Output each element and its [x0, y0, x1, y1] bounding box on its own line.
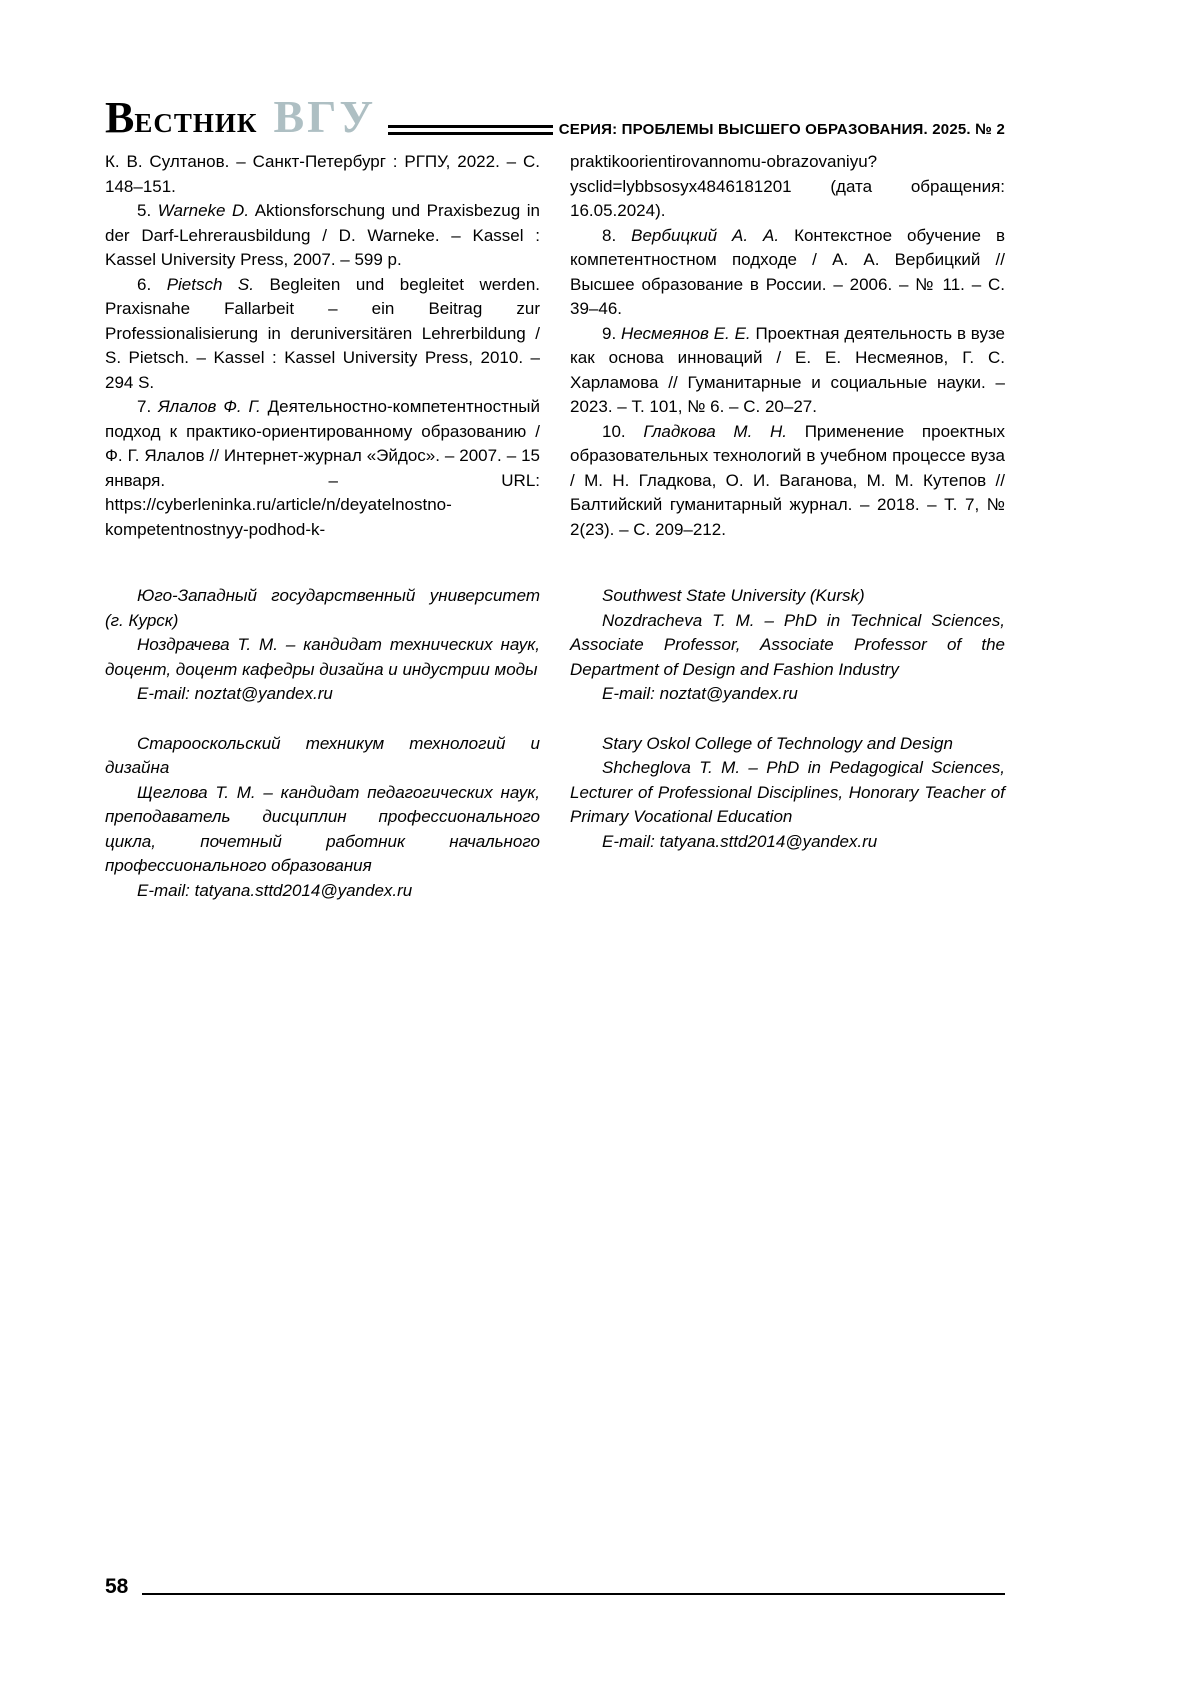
- affiliation-group-ru-2: [105, 732, 540, 904]
- affiliation-institution: Юго-Западный государственный университет (г. Курск): [105, 586, 540, 630]
- affiliations-english: [570, 584, 1005, 854]
- reference-item-5: [105, 199, 540, 273]
- logo-vgu: ВГУ: [273, 91, 377, 142]
- affiliations-russian: [105, 584, 540, 903]
- reference-number: 7.: [137, 397, 159, 416]
- reference-item-6: [105, 273, 540, 396]
- reference-number: 8.: [602, 225, 632, 245]
- reference-item-8: [570, 224, 1005, 322]
- reference-number: 5.: [137, 201, 158, 220]
- affiliation-group-ru-1: [105, 584, 540, 707]
- affiliation-author: Nozdracheva T. M. – PhD in Technical Sciences, Associate Professor, Associate Professor of the Department of Design and Fashion Industry: [570, 610, 1005, 679]
- logo-vestnik-initial: В: [105, 93, 135, 142]
- logo-vestnik-rest: ЕСТНИК: [134, 108, 258, 138]
- reference-text: praktikoorientirovannomu-obrazovaniyu?ysclid=lybbsosyx4846181201 (дата обращения: 16.05.2024).: [570, 152, 1005, 220]
- reference-number: 9.: [602, 323, 621, 343]
- affiliation-author: Щеглова Т. М. – кандидат педагогических наук, преподаватель дисциплин профессионального цикла, почетный работник начального профессионального образования: [105, 782, 540, 875]
- page-footer: [105, 1576, 1005, 1597]
- reference-item-9: [570, 322, 1005, 420]
- reference-text: К. В. Султанов. – Санкт-Петербург : РГПУ, 2022. – С. 148–151.: [105, 152, 540, 196]
- reference-author: Вербицкий А. А.: [631, 225, 780, 245]
- reference-text: Контекстное обучение в компетентностном подходе / А. А. Вербицкий // Высшее образование в России. – 2006. – № 11. – С. 39–46.: [570, 225, 1005, 318]
- reference-text: Деятельностно-компетентностный подход к практико-ориентированному образованию / Ф. Г. Ялалов // Интернет-журнал «Эйдос». – 2007. – 15 января. – URL: https://cyberleninka.ru/article/n/deyatelnostno-kompetentnostnyy-podhod-k-: [105, 397, 540, 539]
- page-number: 58: [105, 1575, 129, 1598]
- body-columns: [105, 150, 1005, 903]
- reference-author: Ялалов Ф. Г.: [158, 397, 261, 416]
- affiliation-email: E-mail: noztat@yandex.ru: [602, 684, 798, 703]
- reference-number: 6.: [137, 274, 167, 294]
- affiliation-institution: Stary Oskol College of Technology and Design: [602, 733, 953, 753]
- affiliation-author: Shcheglova T. M. – PhD in Pedagogical Sciences, Lecturer of Professional Disciplines, Honorary Teacher of Primary Vocational Education: [570, 758, 1005, 826]
- affiliation-email: E-mail: tatyana.sttd2014@yandex.ru: [137, 880, 413, 900]
- reference-continuation: [570, 150, 1005, 224]
- affiliation-institution: Старооскольский техникум технологий и дизайна: [105, 733, 540, 777]
- affiliation-email: E-mail: tatyana.sttd2014@yandex.ru: [602, 831, 878, 851]
- reference-text: Begleiten und begleitet werden. Praxisnahe Fallarbeit – ein Beitrag zur Professionalisierung in deruniversitären Lehrerbildung / S. Pietsch. – Kassel : Kassel University Press, 2010. – 294 S.: [105, 274, 540, 392]
- reference-item-7: [105, 395, 540, 542]
- left-column: [105, 150, 540, 903]
- reference-author: Warneke D.: [157, 201, 250, 220]
- reference-text: Применение проектных образовательных технологий в учебном процессе вуза / М. Н. Гладкова, О. И. Ваганова, М. М. Кутепов // Балтийский гуманитарный журнал. – 2018. – Т. 7, № 2(23). – С. 209–212.: [570, 421, 1006, 539]
- reference-text: Aktionsforschung und Praxisbezug in der Darf-Lehrerausbildung / D. Warneke. – Kassel : Kassel University Press, 2007. – 599 p.: [105, 201, 540, 269]
- affiliation-group-en-2: [570, 732, 1005, 855]
- reference-continuation: [105, 150, 540, 199]
- affiliation-email: E-mail: noztat@yandex.ru: [137, 684, 333, 703]
- reference-author: Гладкова М. Н.: [643, 421, 788, 441]
- affiliation-group-en-1: [570, 584, 1005, 707]
- reference-author: Pietsch S.: [166, 274, 254, 294]
- right-column: [570, 150, 1005, 903]
- footer-rule: [142, 1593, 1005, 1595]
- affiliation-institution: Southwest State University (Kursk): [602, 586, 865, 605]
- reference-number: 10.: [602, 421, 644, 441]
- affiliation-author: Ноздрачева Т. М. – кандидат технических наук, доцент, доцент кафедры дизайна и индустрии моды: [105, 635, 540, 679]
- reference-item-10: [570, 420, 1005, 543]
- reference-text: Проектная деятельность в вузе как основа инноваций / Е. Е. Несмеянов, Г. С. Харламова // Гуманитарные и социальные науки. – 2023. – Т. 101, № 6. – С. 20–27.: [570, 323, 1006, 416]
- series-title: СЕРИЯ: ПРОБЛЕМЫ ВЫСШЕГО ОБРАЗОВАНИЯ. 2025. № 2: [558, 121, 1005, 138]
- page-header: [105, 91, 1005, 142]
- journal-logo: [105, 91, 377, 142]
- header-double-rule: [388, 125, 553, 135]
- reference-author: Несмеянов Е. Е.: [621, 323, 751, 343]
